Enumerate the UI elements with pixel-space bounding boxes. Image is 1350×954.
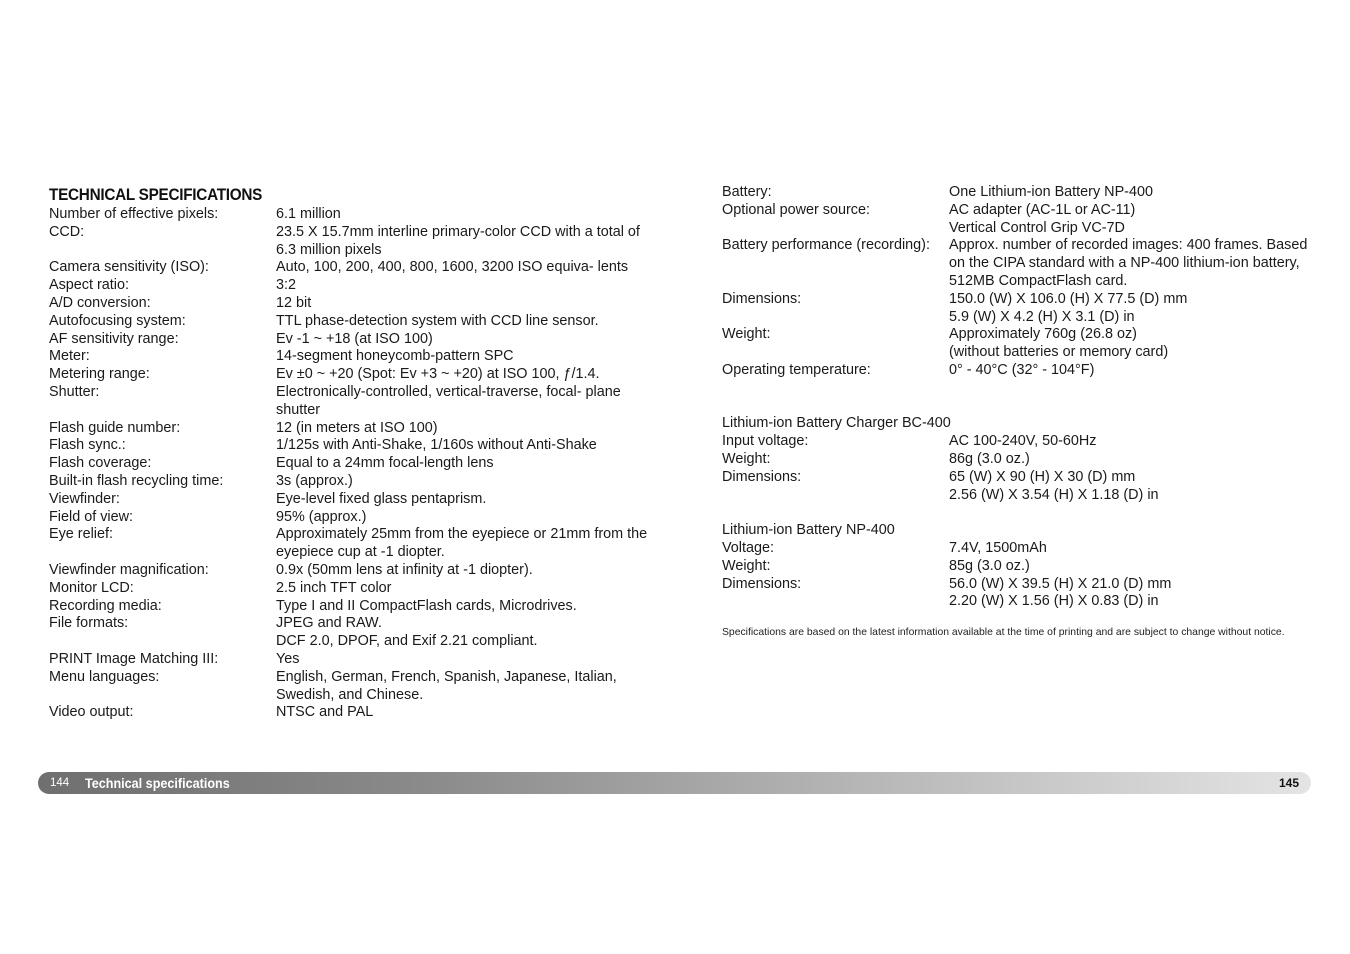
spec-label <box>722 487 949 505</box>
spec-label: Flash sync.: <box>49 437 126 454</box>
spec-label: Video output: <box>49 704 134 721</box>
left-column <box>49 184 649 722</box>
spec-row <box>49 509 649 527</box>
disclaimer-note: Specifications are based on the latest information available at the time of printing and are subject to change without notice. <box>722 627 1285 639</box>
spec-value: 6.1 million <box>276 206 341 222</box>
spec-label: Operating temperature: <box>722 361 871 378</box>
spec-label: Shutter: <box>49 383 100 400</box>
spec-label: Built-in flash recycling time: <box>49 472 224 489</box>
spec-value: 5.9 (W) X 4.2 (H) X 3.1 (D) in <box>949 308 1135 325</box>
spec-value: JPEG and RAW. <box>276 615 382 632</box>
spec-value: 12 bit <box>276 294 312 311</box>
spec-label: File formats: <box>49 615 129 632</box>
spec-label: Number of effective pixels: <box>49 206 219 222</box>
spec-label: Viewfinder magnification: <box>49 561 209 578</box>
spec-row <box>722 362 1322 380</box>
spec-label: Dimensions: <box>722 290 802 307</box>
spec-value: 2.20 (W) X 1.56 (H) X 0.83 (D) in <box>949 593 1159 610</box>
spec-row <box>722 344 1322 362</box>
spec-value: Approx. number of recorded images: 400 frames. Based on the CIPA standard with a NP-400 lithium-ion battery, 512MB CompactFlash card. <box>949 237 1308 289</box>
spec-label: Meter: <box>49 348 90 365</box>
spec-label: Viewfinder: <box>49 490 120 507</box>
spec-row <box>722 291 1322 309</box>
spec-value: 150.0 (W) X 106.0 (H) X 77.5 (D) mm <box>949 290 1188 307</box>
spec-row <box>722 593 1322 611</box>
spec-row <box>49 651 649 669</box>
spec-row <box>722 184 1322 202</box>
spec-row <box>722 540 1322 558</box>
spec-value: Electronically-controlled, vertical-traverse, focal- plane shutter <box>276 383 621 418</box>
spec-label <box>722 309 949 327</box>
section-gap <box>722 398 1322 416</box>
spec-label: Battery: <box>722 184 772 200</box>
charger-heading: Lithium-ion Battery Charger BC-400 <box>722 415 951 432</box>
spec-row <box>49 455 649 473</box>
spec-value: 12 (in meters at ISO 100) <box>276 419 438 436</box>
spec-label: Menu languages: <box>49 668 160 685</box>
spec-value: NTSC and PAL <box>276 704 374 721</box>
section-gap <box>722 504 1322 522</box>
spec-row <box>49 259 649 277</box>
spec-row <box>722 433 1322 451</box>
spec-value: 56.0 (W) X 39.5 (H) X 21.0 (D) mm <box>949 575 1172 592</box>
spec-label: Recording media: <box>49 597 162 614</box>
spec-value: Eye-level fixed glass pentaprism. <box>276 490 487 507</box>
spec-value: 7.4V, 1500mAh <box>949 539 1047 556</box>
spec-value: 0° - 40°C (32° - 104°F) <box>949 361 1095 378</box>
spec-label: Flash coverage: <box>49 455 152 472</box>
spec-row <box>49 348 649 366</box>
spec-row <box>49 633 649 651</box>
battery-heading: Lithium-ion Battery NP-400 <box>722 522 895 539</box>
spec-label <box>722 593 949 611</box>
spec-value: 85g (3.0 oz.) <box>949 557 1030 574</box>
spec-row <box>49 473 649 491</box>
spec-list-power <box>722 184 1322 380</box>
spec-value: 23.5 X 15.7mm interline primary-color CCD with a total of 6.3 million pixels <box>276 223 640 258</box>
footer-section-title: Technical specifications <box>85 775 230 791</box>
footer-bar <box>38 772 1311 794</box>
spec-row <box>49 526 649 562</box>
spec-value: 2.56 (W) X 3.54 (H) X 1.18 (D) in <box>949 486 1159 503</box>
spec-row <box>49 615 649 633</box>
spec-row <box>49 366 649 384</box>
spec-list-camera <box>49 206 649 722</box>
spec-value: Auto, 100, 200, 400, 800, 1600, 3200 ISO equiva- lents <box>276 259 629 276</box>
spec-label: Weight: <box>722 326 771 343</box>
spec-label <box>722 220 949 238</box>
spec-value: (without batteries or memory card) <box>949 344 1169 361</box>
spec-row <box>49 206 649 224</box>
spec-value: AC 100-240V, 50-60Hz <box>949 433 1097 450</box>
spec-value: TTL phase-detection system with CCD line sensor. <box>276 312 599 329</box>
spec-value: AC adapter (AC-1L or AC-11) <box>949 201 1136 218</box>
spec-row <box>722 576 1322 594</box>
spec-label: PRINT Image Matching III: <box>49 650 219 667</box>
spec-row <box>49 491 649 509</box>
spec-label: Dimensions: <box>722 468 802 485</box>
spec-label: Flash guide number: <box>49 419 181 436</box>
spec-row <box>49 313 649 331</box>
spec-value: 2.5 inch TFT color <box>276 579 392 596</box>
spec-label: Autofocusing system: <box>49 312 186 329</box>
spec-label: CCD: <box>49 223 85 240</box>
page-title: TECHNICAL SPECIFICATIONS <box>49 185 263 204</box>
spec-label: Input voltage: <box>722 433 809 450</box>
spec-label: Eye relief: <box>49 526 113 543</box>
spec-value: DCF 2.0, DPOF, and Exif 2.21 compliant. <box>276 633 538 650</box>
spec-value: 86g (3.0 oz.) <box>949 450 1030 467</box>
spec-label: Dimensions: <box>722 575 802 592</box>
spec-row <box>722 451 1322 469</box>
spec-label: Aspect ratio: <box>49 277 129 294</box>
page-number-right: 145 <box>1278 776 1299 790</box>
spec-row <box>49 598 649 616</box>
spec-list-charger <box>722 433 1322 504</box>
spec-row <box>49 277 649 295</box>
spec-row <box>722 309 1322 327</box>
spec-label: Optional power source: <box>722 201 870 218</box>
spec-value: One Lithium-ion Battery NP-400 <box>949 184 1153 200</box>
spec-row <box>49 224 649 260</box>
spec-row <box>49 580 649 598</box>
spec-label: Weight: <box>722 450 771 467</box>
spec-value: Approximately 25mm from the eyepiece or 21mm from the eyepiece cup at -1 diopter. <box>276 526 648 561</box>
spec-value: 3s (approx.) <box>276 472 353 489</box>
spec-value: Ev ±0 ~ +20 (Spot: Ev +3 ~ +20) at ISO 100, ƒ/1.4. <box>276 366 600 383</box>
spec-label: AF sensitivity range: <box>49 330 179 347</box>
spec-label: Metering range: <box>49 366 150 383</box>
spec-row <box>49 704 649 722</box>
spec-row <box>722 469 1322 487</box>
spec-value: Ev -1 ~ +18 (at ISO 100) <box>276 330 433 347</box>
spec-list-battery <box>722 540 1322 611</box>
spec-row <box>49 331 649 349</box>
spec-row <box>49 384 649 420</box>
spec-value: 1/125s with Anti-Shake, 1/160s without Anti-Shake <box>276 437 597 454</box>
spec-row <box>722 326 1322 344</box>
spec-row <box>722 558 1322 576</box>
spec-label: Monitor LCD: <box>49 579 134 596</box>
spec-row <box>722 202 1322 220</box>
spec-value: 0.9x (50mm lens at infinity at -1 diopter). <box>276 561 533 578</box>
spec-label: Camera sensitivity (ISO): <box>49 259 209 276</box>
page-number-left: 144 <box>50 777 70 789</box>
spec-row <box>722 237 1322 290</box>
spec-label <box>722 344 949 362</box>
spec-row <box>49 669 649 705</box>
spec-label: Battery performance (recording): <box>722 237 930 254</box>
spec-row <box>49 295 649 313</box>
section-gap <box>722 380 1322 398</box>
right-column <box>722 184 1322 640</box>
spec-label: Weight: <box>722 557 771 574</box>
spec-value: English, German, French, Spanish, Japanese, Italian, Swedish, and Chinese. <box>276 668 617 703</box>
spec-value: 65 (W) X 90 (H) X 30 (D) mm <box>949 468 1136 485</box>
spec-row <box>49 437 649 455</box>
spec-row <box>49 562 649 580</box>
spec-value: 3:2 <box>276 277 297 294</box>
spec-value: Vertical Control Grip VC-7D <box>949 219 1125 236</box>
spec-label: Voltage: <box>722 539 775 556</box>
spec-row <box>722 487 1322 505</box>
spec-row <box>49 420 649 438</box>
spec-row <box>722 220 1322 238</box>
spec-value: Type I and II CompactFlash cards, Microdrives. <box>276 597 577 614</box>
spec-value: Equal to a 24mm focal-length lens <box>276 455 494 472</box>
spec-label: Field of view: <box>49 508 133 525</box>
spec-value: 14-segment honeycomb-pattern SPC <box>276 348 514 365</box>
spec-value: Yes <box>276 650 300 667</box>
spec-label <box>49 633 276 651</box>
spec-label: A/D conversion: <box>49 294 151 311</box>
spec-value: 95% (approx.) <box>276 508 367 525</box>
spec-value: Approximately 760g (26.8 oz) <box>949 326 1137 343</box>
